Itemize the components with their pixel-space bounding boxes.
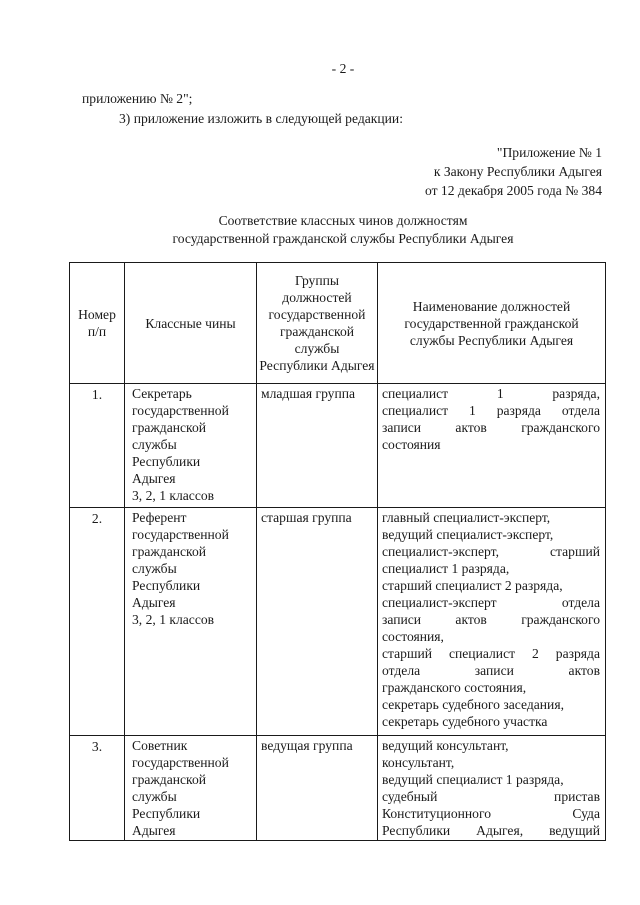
position-line: специалист 1 разряда отдела [382, 403, 600, 418]
position-line: специалист-эксперт отдела [382, 595, 600, 610]
table-row [70, 508, 606, 736]
position-line: секретарь судебного заседания, [382, 697, 564, 712]
header-num: Номер п/п [70, 263, 125, 384]
header-chin: Классные чины [125, 263, 257, 384]
class-rank-line: Адыгея [132, 823, 176, 838]
position-line: ведущий специалист-эксперт, [382, 527, 554, 542]
table-title-line-2: государственной гражданской службы Республики Адыгея [172, 231, 514, 246]
row-number: 1. [70, 384, 125, 508]
position-names-cell [378, 384, 606, 508]
position-line: секретарь судебного участка [382, 714, 548, 729]
position-line: записи актов гражданского [382, 612, 600, 627]
ranks-table [69, 262, 606, 841]
position-line: специалист 1 разряда, [382, 561, 510, 576]
class-rank-line: государственной [132, 527, 229, 542]
class-rank-line: Республики [132, 578, 201, 593]
class-rank-line: 3, 2, 1 классов [132, 488, 215, 503]
position-line: главный специалист-эксперт, [382, 510, 551, 525]
position-line: гражданского состояния, [382, 680, 527, 695]
position-line: ведущий консультант, [382, 738, 509, 753]
position-names-cell [378, 736, 606, 841]
header-positions: Наименование должностей государственной гражданской службы Республики Адыгея [378, 263, 606, 384]
class-rank-line: гражданской [132, 544, 207, 559]
position-line: судебный пристав [382, 789, 600, 804]
position-line: состояния [382, 437, 441, 452]
position-group-cell: младшая группа [257, 384, 378, 508]
class-rank-line: службы [132, 789, 177, 804]
table-header-row [70, 263, 606, 384]
class-rank-line: службы [132, 561, 177, 576]
position-line: записи актов гражданского [382, 420, 600, 435]
position-line: старший специалист 2 разряда [382, 646, 600, 661]
position-line: консультант, [382, 755, 455, 770]
class-rank-line: государственной [132, 403, 229, 418]
table-row [70, 736, 606, 841]
appendix-header [425, 143, 602, 200]
position-line: состояния, [382, 629, 444, 644]
header-group: Группы должностей государственной гражданской службы Республики Адыгея [257, 263, 378, 384]
position-line: старший специалист 2 разряда, [382, 578, 563, 593]
appendix-line-3: от 12 декабря 2005 года № 384 [424, 183, 602, 198]
row-number: 3. [70, 736, 125, 841]
class-rank-line: Республики [132, 454, 201, 469]
table-title [0, 212, 640, 248]
position-group-cell: ведущая группа [257, 736, 378, 841]
appendix-line-2: к Закону Республики Адыгея [433, 164, 602, 179]
class-rank-cell [125, 384, 257, 508]
position-line: ведущий специалист 1 разряда, [382, 772, 564, 787]
class-rank-line: гражданской [132, 772, 207, 787]
class-rank-line: государственной [132, 755, 229, 770]
page-number: - 2 - [331, 61, 355, 76]
class-rank-cell [125, 508, 257, 736]
position-line: специалист-эксперт, старший [382, 544, 600, 559]
appendix-line-1: "Приложение № 1 [496, 145, 602, 160]
position-line: отдела записи актов [382, 663, 600, 678]
class-rank-cell [125, 736, 257, 841]
class-rank-line: 3, 2, 1 классов [132, 612, 215, 627]
intro-line-2: 3) приложение изложить в следующей редакции: [119, 111, 403, 126]
position-line: специалист 1 разряда, [382, 386, 600, 401]
table-row [70, 384, 606, 508]
class-rank-line: Советник [132, 738, 188, 753]
class-rank-line: Секретарь [132, 386, 192, 401]
position-line: Республики Адыгея, ведущий [382, 823, 600, 838]
position-group-cell: старшая группа [257, 508, 378, 736]
intro-line-1: приложению № 2"; [82, 91, 193, 106]
row-number: 2. [70, 508, 125, 736]
table-title-line-1: Соответствие классных чинов должностям [218, 213, 468, 228]
class-rank-line: Адыгея [132, 471, 176, 486]
class-rank-line: службы [132, 437, 177, 452]
position-names-cell [378, 508, 606, 736]
position-line: Конституционного Суда [382, 806, 600, 821]
class-rank-line: Республики [132, 806, 201, 821]
class-rank-line: Референт [132, 510, 187, 525]
class-rank-line: гражданской [132, 420, 207, 435]
class-rank-line: Адыгея [132, 595, 176, 610]
